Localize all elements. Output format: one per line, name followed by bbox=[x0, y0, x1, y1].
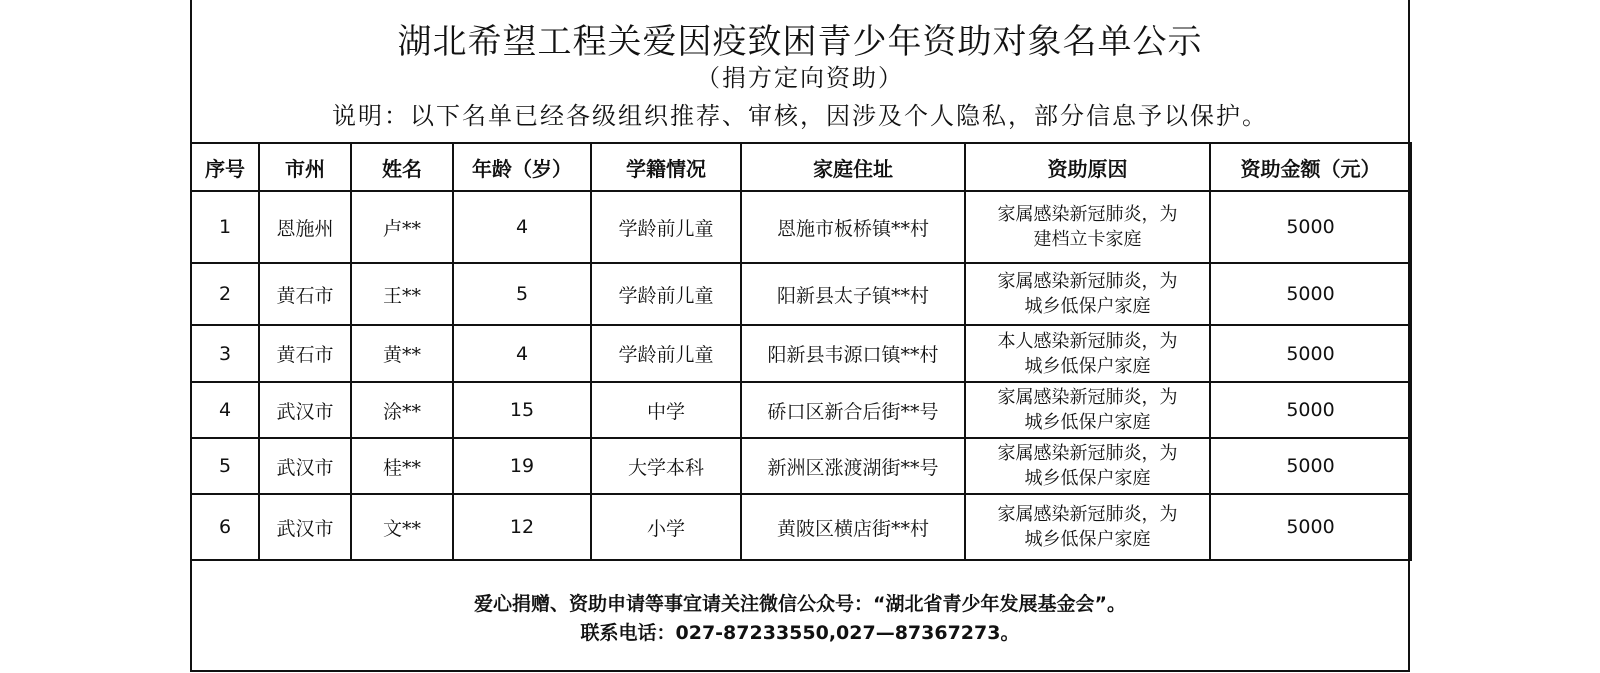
cell-address: 阳新县韦源口镇**村 bbox=[741, 325, 965, 382]
col-header-name: 姓名 bbox=[351, 143, 453, 191]
table-row bbox=[191, 494, 1411, 560]
table-row bbox=[191, 438, 1411, 494]
cell-city: 恩施州 bbox=[259, 191, 351, 263]
cell-school: 大学本科 bbox=[591, 438, 741, 494]
reason-line-1: 家属感染新冠肺炎，为 bbox=[997, 504, 1178, 525]
table-header-row bbox=[191, 143, 1411, 191]
notice-note: 说明：以下名单已经各级组织推荐、审核，因涉及个人隐私，部分信息予以保护。 bbox=[332, 102, 1268, 130]
cell-age: 5 bbox=[453, 263, 591, 325]
reason-line-1: 家属感染新冠肺炎，为 bbox=[997, 443, 1178, 464]
col-header-no: 序号 bbox=[191, 143, 259, 191]
recipient-table bbox=[190, 142, 1412, 561]
table-row bbox=[191, 263, 1411, 325]
cell-address: 黄陂区横店街**村 bbox=[741, 494, 965, 560]
cell-reason bbox=[965, 438, 1210, 494]
cell-school: 学龄前儿童 bbox=[591, 191, 741, 263]
cell-amount: 5000 bbox=[1210, 494, 1411, 560]
cell-city: 武汉市 bbox=[259, 382, 351, 438]
footer-phone-line: 联系电话：027-87233550,027—87367273。 bbox=[580, 622, 1020, 644]
page-title: 湖北希望工程关爱因疫致困青少年资助对象名单公示 bbox=[397, 22, 1203, 62]
col-header-reason: 资助原因 bbox=[965, 143, 1210, 191]
reason-line-1: 家属感染新冠肺炎，为 bbox=[997, 387, 1178, 408]
cell-age: 15 bbox=[453, 382, 591, 438]
col-header-amount: 资助金额（元） bbox=[1210, 143, 1411, 191]
cell-reason bbox=[965, 191, 1210, 263]
cell-amount: 5000 bbox=[1210, 438, 1411, 494]
cell-no: 3 bbox=[191, 325, 259, 382]
cell-age: 4 bbox=[453, 325, 591, 382]
cell-amount: 5000 bbox=[1210, 325, 1411, 382]
reason-line-1: 家属感染新冠肺炎，为 bbox=[997, 271, 1178, 292]
cell-reason bbox=[965, 325, 1210, 382]
cell-school: 学龄前儿童 bbox=[591, 325, 741, 382]
cell-address: 恩施市板桥镇**村 bbox=[741, 191, 965, 263]
cell-age: 12 bbox=[453, 494, 591, 560]
reason-line-2: 城乡低保户家庭 bbox=[1024, 355, 1151, 377]
cell-name: 卢** bbox=[351, 191, 453, 263]
cell-city: 武汉市 bbox=[259, 438, 351, 494]
cell-age: 4 bbox=[453, 191, 591, 263]
cell-amount: 5000 bbox=[1210, 263, 1411, 325]
reason-line-1: 本人感染新冠肺炎，为 bbox=[997, 330, 1178, 352]
cell-no: 2 bbox=[191, 263, 259, 325]
table-row bbox=[191, 325, 1411, 382]
cell-name: 王** bbox=[351, 263, 453, 325]
cell-reason bbox=[965, 263, 1210, 325]
cell-address: 新洲区涨渡湖街**号 bbox=[741, 438, 965, 494]
table-row bbox=[191, 191, 1411, 263]
cell-city: 武汉市 bbox=[259, 494, 351, 560]
cell-no: 6 bbox=[191, 494, 259, 560]
cell-no: 1 bbox=[191, 191, 259, 263]
notice-header bbox=[192, 0, 1408, 143]
col-header-city: 市州 bbox=[259, 143, 351, 191]
reason-line-2: 城乡低保户家庭 bbox=[1024, 296, 1151, 317]
cell-name: 文** bbox=[351, 494, 453, 560]
cell-no: 5 bbox=[191, 438, 259, 494]
col-header-age: 年龄（岁） bbox=[453, 143, 591, 191]
reason-line-2: 建档立卡家庭 bbox=[1033, 229, 1142, 250]
cell-city: 黄石市 bbox=[259, 263, 351, 325]
cell-no: 4 bbox=[191, 382, 259, 438]
cell-age: 19 bbox=[453, 438, 591, 494]
cell-city: 黄石市 bbox=[259, 325, 351, 382]
notice-footer bbox=[192, 590, 1408, 648]
col-header-address: 家庭住址 bbox=[741, 143, 965, 191]
col-header-school: 学籍情况 bbox=[591, 143, 741, 191]
cell-address: 硚口区新合后街**号 bbox=[741, 382, 965, 438]
cell-name: 涂** bbox=[351, 382, 453, 438]
cell-name: 黄** bbox=[351, 325, 453, 382]
reason-line-2: 城乡低保户家庭 bbox=[1024, 468, 1151, 489]
cell-school: 中学 bbox=[591, 382, 741, 438]
cell-school: 小学 bbox=[591, 494, 741, 560]
cell-reason bbox=[965, 494, 1210, 560]
reason-line-1: 家属感染新冠肺炎，为 bbox=[997, 204, 1178, 225]
page-subtitle: （捐方定向资助） bbox=[696, 64, 904, 92]
reason-line-2: 城乡低保户家庭 bbox=[1024, 412, 1151, 433]
cell-amount: 5000 bbox=[1210, 191, 1411, 263]
cell-address: 阳新县太子镇**村 bbox=[741, 263, 965, 325]
cell-name: 桂** bbox=[351, 438, 453, 494]
reason-line-2: 城乡低保户家庭 bbox=[1024, 529, 1151, 550]
cell-reason bbox=[965, 382, 1210, 438]
table-row bbox=[191, 382, 1411, 438]
footer-wechat-line: 爱心捐赠、资助申请等事宜请关注微信公众号：“湖北省青少年发展基金会”。 bbox=[474, 593, 1126, 615]
cell-amount: 5000 bbox=[1210, 382, 1411, 438]
cell-school: 学龄前儿童 bbox=[591, 263, 741, 325]
notice-sheet bbox=[190, 0, 1410, 672]
